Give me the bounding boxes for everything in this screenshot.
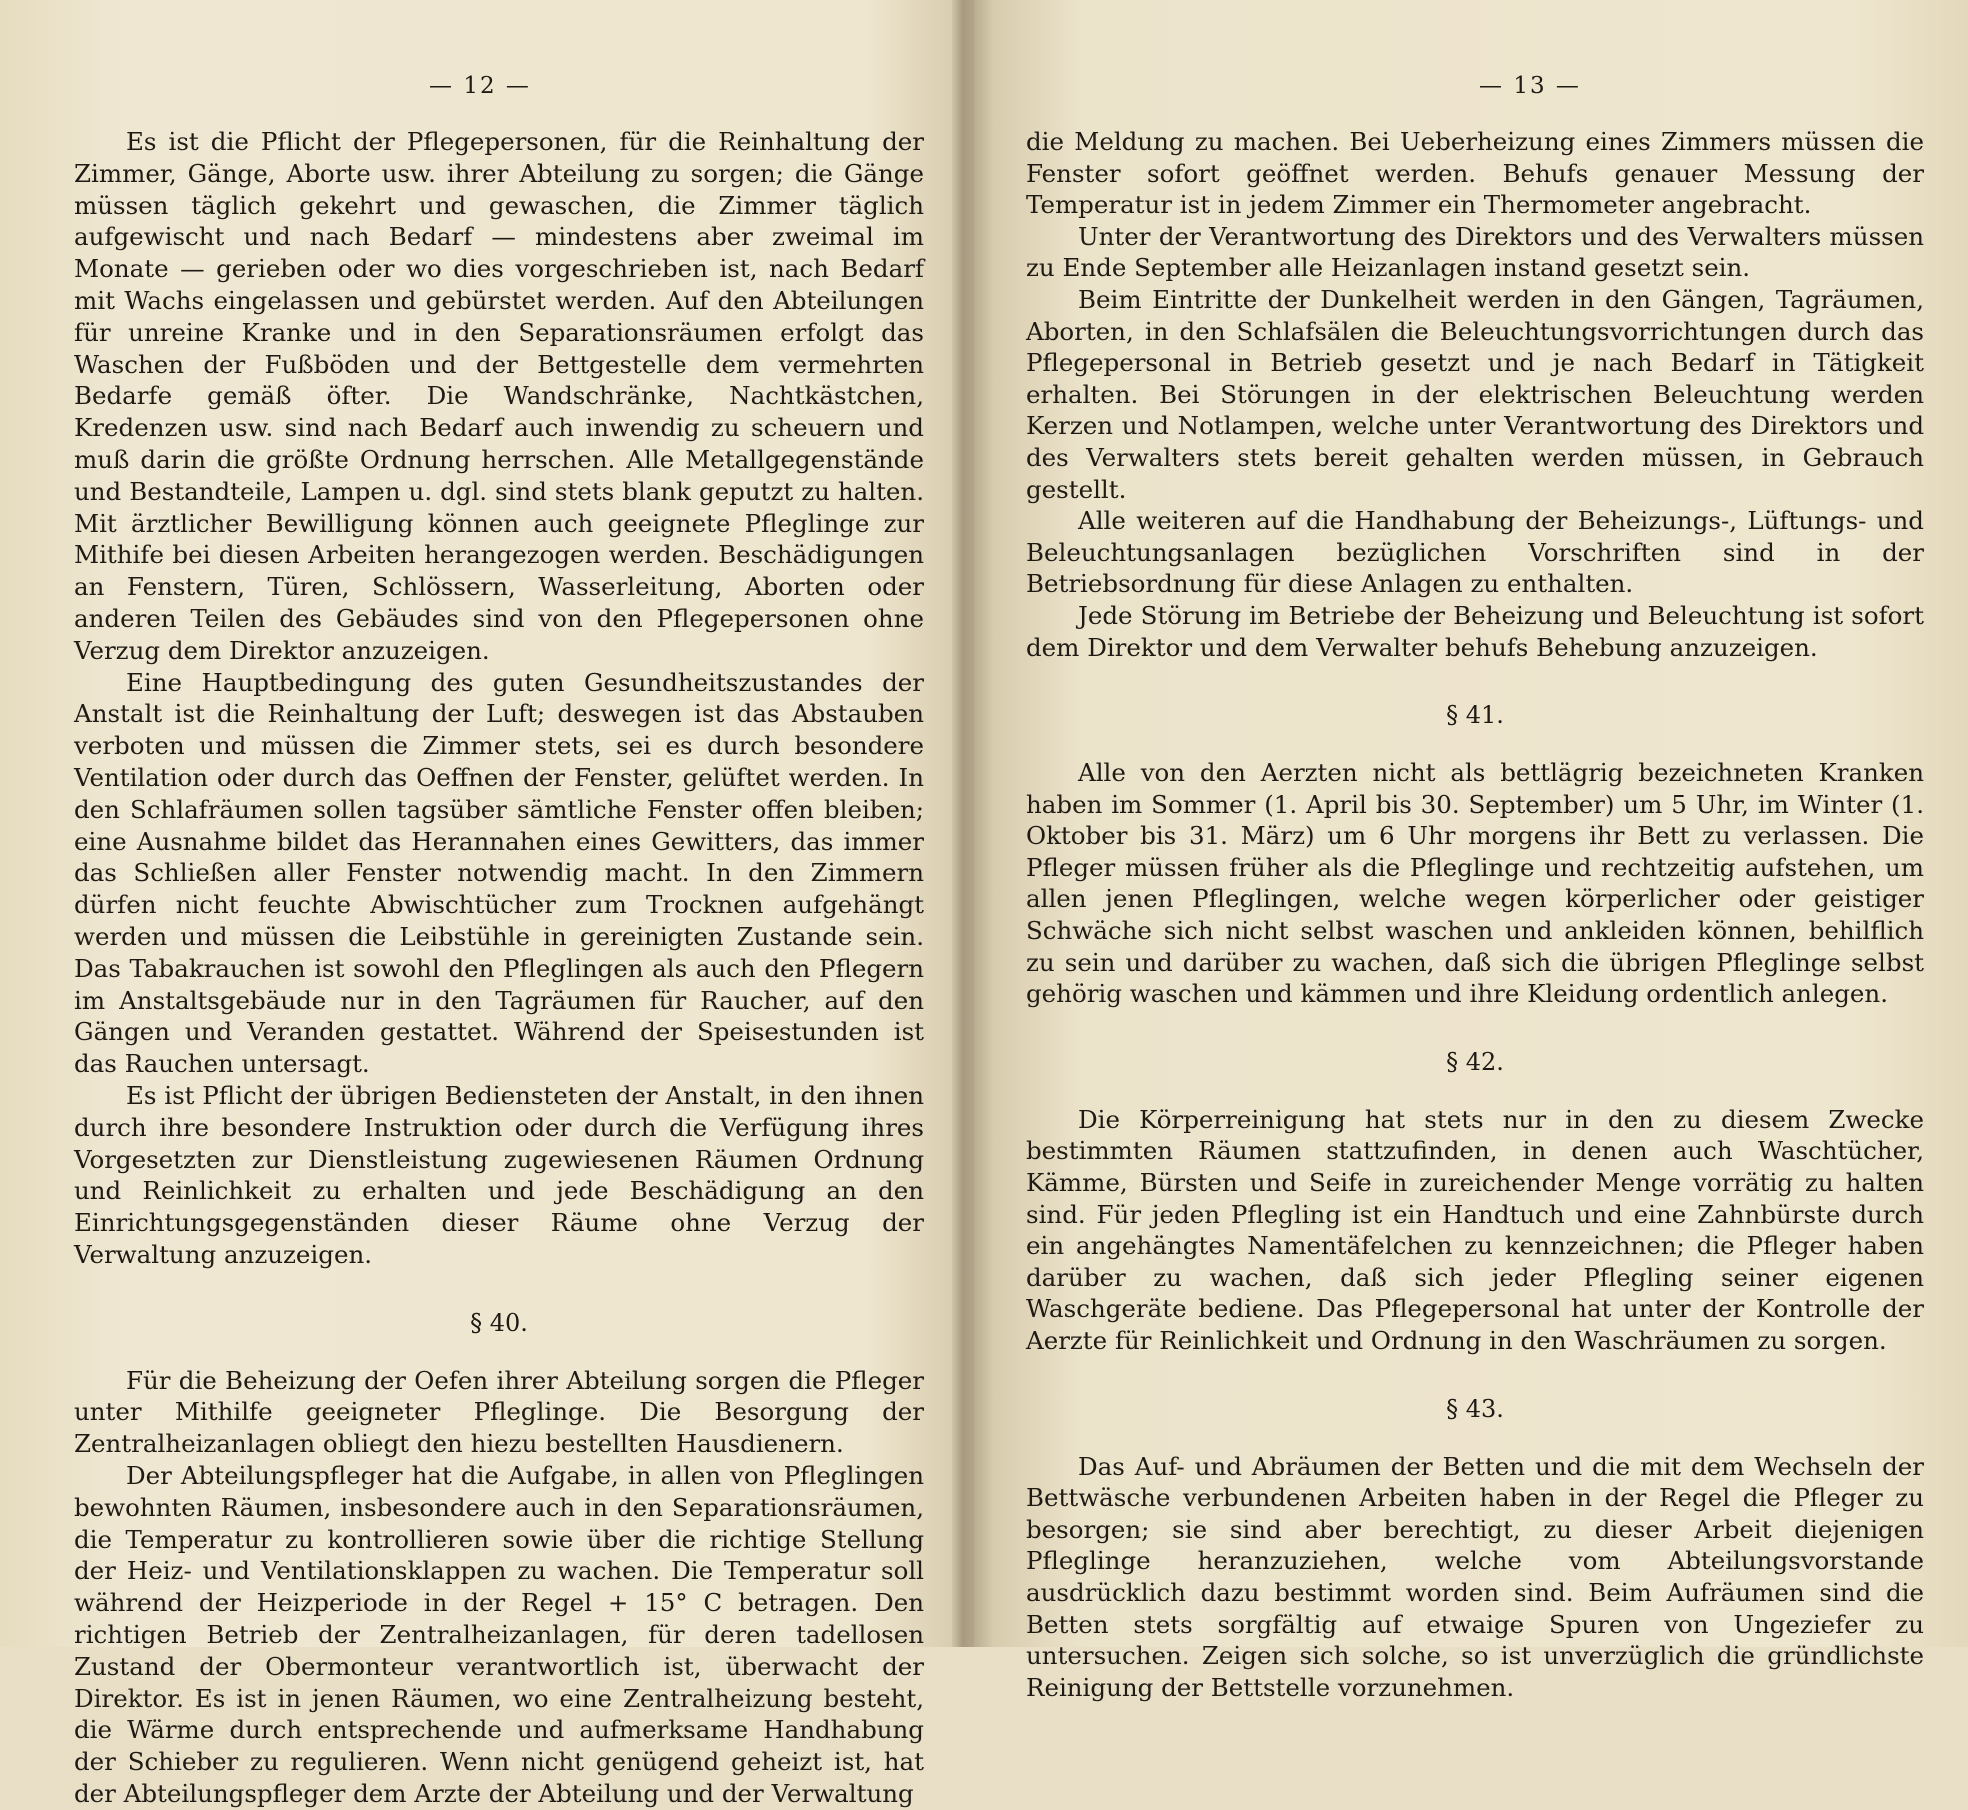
paragraph: Alle weiteren auf die Handhabung der Beheizungs-, Lüftungs- und Beleuchtungsanlagen bezüglichen Vorschriften sind in der Betriebsordnung für diese Anlagen zu enthalten. (1026, 506, 1924, 599)
paragraph: Jede Störung im Betriebe der Beheizung und Beleuchtung ist sofort dem Direktor und dem Verwalter behufs Behebung anzuzeigen. (1026, 600, 1924, 662)
right-page (968, 0, 1968, 1702)
section-heading-40: § 40. (470, 1308, 528, 1337)
section-heading-42: § 42. (1446, 1047, 1504, 1076)
section-heading-43: § 43. (1446, 1394, 1504, 1423)
paragraph: die Meldung zu machen. Bei Ueberheizung eines Zimmers müssen die Fenster sofort geöffnet werden. Behufs genauer Messung der Temperatur ist in jedem Zimmer ein Thermometer angebracht. (1026, 127, 1924, 220)
left-page (0, 0, 960, 1809)
paragraph: Eine Hauptbedingung des guten Gesundheitszustandes der Anstalt ist die Reinhaltung der Luft; deswegen ist das Abstauben verboten und müssen die Zimmer stets, sei es durch besondere Ventilation oder durch das Oeffnen der Fenster, gelüftet werden. In den Schlafräumen sollen tagsüber sämtliche Fenster offen bleiben; eine Ausnahme bildet das Herannahen eines Gewitters, das immer das Schließen aller Fenster notwendig macht. In den Zimmern dürfen nicht feuchte Abwischtücher zum Trocknen aufgehängt werden und müssen die Leibstühle in gereinigten Zustande sein. Das Tabakrauchen ist sowohl den Pfleglingen als auch den Pflegern im Anstaltsgebäude nur in den Tagräumen für Raucher, auf den Gängen und Veranden gestattet. Während der Speisestunden ist das Rauchen untersagt. (74, 667, 924, 1079)
paragraph: Für die Beheizung der Oefen ihrer Abteilung sorgen die Pfleger unter Mithilfe geeigneter Pfleglinge. Die Besorgung der Zentralheizanlagen obliegt den hiezu bestellten Hausdienern. (74, 1365, 924, 1459)
paragraph: Das Auf- und Abräumen der Betten und die mit dem Wechseln der Bettwäsche verbundenen Arbeiten haben in der Regel die Pfleger zu besorgen; sie sind aber berechtigt, zu dieser Arbeit diejenigen Pfleglinge heranzuziehen, welche vom Abteilungsvorstande ausdrücklich dazu bestimmt worden sind. Beim Aufräumen sind die Betten stets sorgfältig auf etwaige Spuren von Ungeziefer zu untersuchen. Zeigen sich solche, so ist unverzüglich die gründlichste Reinigung der Bettstelle vorzunehmen. (1026, 1451, 1924, 1702)
page-number-13: — 13 — (1479, 73, 1581, 99)
paragraph: Es ist Pflicht der übrigen Bediensteten der Anstalt, in den ihnen durch ihre besondere Instruktion oder durch die Verfügung ihres Vorgesetzten zur Dienstleistung zugewiesenen Räumen Ordnung und Reinlichkeit zu erhalten und jede Beschädigung an den Einrichtungsgegenständen dieser Räume ohne Verzug der Verwaltung anzuzeigen. (74, 1080, 924, 1269)
section-heading-41: § 41. (1446, 701, 1504, 730)
paragraph: Es ist die Pflicht der Pflegepersonen, für die Reinhaltung der Zimmer, Gänge, Aborte usw. ihrer Abteilung zu sorgen; die Gänge müssen täglich gekehrt und gewaschen, die Zimmer täglich aufgewischt und nach Bedarf — mindestens aber zweimal im Monate — gerieben oder wo dies vorgeschrieben ist, nach Bedarf mit Wachs eingelassen und gebürstet werden. Auf den Abteilungen für unreine Kranke und in den Separationsräumen erfolgt das Waschen der Fußböden und der Bettgestelle dem vermehrten Bedarfe gemäß öfter. Die Wandschränke, Nachtkästchen, Kredenzen usw. sind nach Bedarf auch inwendig zu scheuern und muß darin die größte Ordnung herrschen. Alle Metallgegenstände und Bestandteile, Lampen u. dgl. sind stets blank geputzt zu halten. Mit ärztlicher Bewilligung können auch geeignete Pfleglinge zur Mithife bei diesen Arbeiten herangezogen werden. Beschädigungen an Fenstern, Türen, Schlössern, Wasserleitung, Aborten oder anderen Teilen des Gebäudes sind von den Pflegepersonen ohne Verzug dem Direktor anzuzeigen. (74, 127, 924, 665)
page-number-12: — 12 — (429, 73, 531, 99)
paragraph: Alle von den Aerzten nicht als bettlägrig bezeichneten Kranken haben im Sommer (1. April bis 30. September) um 5 Uhr, im Winter (1. Oktober bis 31. März) um 6 Uhr morgens ihr Bett zu verlassen. Die Pfleger müssen früher als die Pfleglinge und rechtzeitig aufstehen, um allen jenen Pfleglingen, welche wegen körperlicher oder geistiger Schwäche sich nicht selbst waschen und ankleiden können, behilflich zu sein und darüber zu wachen, daß sich die übrigen Pfleglinge selbst gehörig waschen und kämmen und ihre Kleidung ordentlich anlegen. (1026, 758, 1924, 1009)
paragraph: Beim Eintritte der Dunkelheit werden in den Gängen, Tagräumen, Aborten, in den Schlafsälen die Beleuchtungsvorrichtungen durch das Pflegepersonal in Betrieb gesetzt und je nach Bedarf in Tätigkeit erhalten. Bei Störungen in der elektrischen Beleuchtung werden Kerzen und Notlampen, welche unter Verantwortung des Direktors und des Verwalters stets bereit gehalten werden müssen, in Gebrauch gestellt. (1026, 284, 1924, 504)
paragraph: Die Körperreinigung hat stets nur in den zu diesem Zwecke bestimmten Räumen stattzufinden, in denen auch Waschtücher, Kämme, Bürsten und Seife in zureichender Menge vorrätig zu halten sind. Für jeden Pflegling ist ein Handtuch und eine Zahnbürste durch ein angehängtes Namentäfelchen zu kennzeichnen; die Pfleger haben darüber zu wachen, daß sich jeder Pflegling seiner eigenen Waschgeräte bediene. Das Pflegepersonal hat unter der Kontrolle der Aerzte für Reinlichkeit und Ordnung in den Waschräumen zu sorgen. (1026, 1104, 1924, 1355)
paragraph: Unter der Verantwortung des Direktors und des Verwalters müssen zu Ende September alle Heizanlagen instand gesetzt sein. (1026, 221, 1924, 283)
paragraph: Der Abteilungspfleger hat die Aufgabe, in allen von Pfleglingen bewohnten Räumen, insbesondere auch in den Separationsräumen, die Temperatur zu kontrollieren sowie über die richtige Stellung der Heiz- und Ventilationsklappen zu wachen. Die Temperatur soll während der Heizperiode in der Regel + 15° C betragen. Den richtigen Betrieb der Zentralheizanlagen, für deren tadellosen Zustand der Obermonteur verantwortlich ist, überwacht der Direktor. Es ist in jenen Räumen, wo eine Zentralheizung besteht, die Wärme durch entsprechende und aufmerksame Handhabung der Schieber zu regulieren. Wenn nicht genügend geheizt ist, hat der Abteilungspfleger dem Arzte der Abteilung und der Verwaltung (74, 1461, 924, 1809)
